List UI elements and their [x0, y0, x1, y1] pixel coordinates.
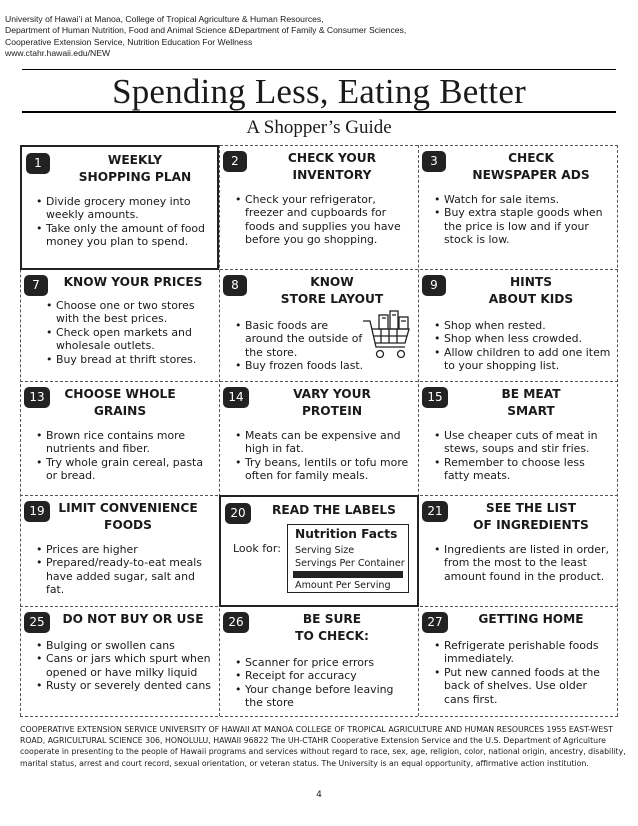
- page-number: 4: [316, 790, 322, 800]
- tip-title-line: WEEKLY: [107, 153, 163, 167]
- tip-list: [434, 429, 612, 483]
- tip-item: • Rusty or severely dented cans: [36, 679, 214, 692]
- tip-title-line: FOODS: [104, 517, 152, 532]
- tip-number-badge: 8: [223, 275, 247, 296]
- tip-item: • Buy bread at thrift stores.: [46, 353, 214, 366]
- tip-number-badge: 26: [223, 612, 249, 633]
- nutrition-facts-title: Nutrition Facts: [295, 527, 398, 541]
- tip-item: • Try beans, lentils or tofu more often for family meals.: [235, 456, 413, 483]
- tip-item: • Brown rice contains more nutrients and fiber.: [36, 429, 214, 456]
- title-rule-top: [22, 69, 616, 70]
- tip-title-line: OF INGREDIENTS: [473, 517, 589, 532]
- tip-card-do-not-buy: [20, 606, 219, 716]
- tip-list: [36, 429, 214, 483]
- tip-title-line: HINTS: [509, 275, 553, 289]
- tip-list: [36, 195, 216, 249]
- tip-title-line: SHOPPING PLAN: [78, 169, 192, 184]
- nutrition-facts-label: [287, 524, 409, 593]
- tip-title-line: STORE LAYOUT: [280, 291, 384, 306]
- tip-title: [448, 611, 614, 628]
- tip-item: • Scanner for price errors: [235, 656, 411, 669]
- tip-card-getting-home: [418, 606, 617, 716]
- header-url[interactable]: www.ctahr.hawaii.edu/NEW: [5, 47, 111, 58]
- tip-card-whole-grains: [20, 381, 219, 495]
- tip-item: • Watch for sale items.: [434, 193, 612, 206]
- tip-title: [448, 274, 614, 307]
- tip-list: [46, 299, 214, 366]
- tip-item: • Receipt for accuracy: [235, 669, 411, 682]
- tip-title: [50, 274, 216, 291]
- tip-title: [249, 274, 415, 307]
- tip-list: [434, 193, 612, 247]
- tip-title-line: SEE THE LIST: [485, 501, 577, 515]
- tip-item: • Bulging or swollen cans: [36, 639, 214, 652]
- tip-number-badge: 13: [24, 387, 50, 408]
- tip-title-line: READ THE LABELS: [272, 503, 396, 517]
- tip-card-ingredients: [418, 495, 617, 606]
- tip-number-badge: 21: [422, 501, 448, 522]
- header-line: Department of Human Nutrition, Food and Animal Science &Department of Family & Consumer Sciences,: [5, 25, 407, 36]
- amount-per-serving-label: Amount Per Serving: [295, 580, 391, 591]
- tip-card-kids: [418, 269, 617, 381]
- servings-per-container-label: Servings Per Container: [295, 558, 405, 569]
- tip-number-badge: 14: [223, 387, 249, 408]
- tip-number-badge: 20: [225, 503, 251, 524]
- header-credits: [5, 14, 635, 59]
- tip-item: • Put new canned foods at the back of shelves. Use older cans first.: [434, 666, 612, 706]
- tip-list: [235, 656, 411, 710]
- tip-list: [235, 429, 413, 483]
- tip-card-store-layout: [219, 269, 418, 381]
- tip-title-line: PROTEIN: [301, 403, 363, 418]
- tip-item: • Your change before leaving the store: [235, 683, 411, 710]
- tip-card-weekly-plan: [20, 145, 219, 270]
- tip-title: [251, 502, 417, 519]
- tip-card-newspaper-ads: [418, 145, 617, 269]
- tip-item: • Try whole grain cereal, pasta or bread.: [36, 456, 214, 483]
- tip-number-badge: 15: [422, 387, 448, 408]
- tip-title: [249, 386, 415, 419]
- tip-item: • Prices are higher: [36, 543, 214, 556]
- tip-item: • Ingredients are listed in order, from the most to the least amount found in the product.: [434, 543, 610, 583]
- tip-number-badge: 7: [24, 275, 48, 296]
- tip-card-know-prices: [20, 269, 219, 381]
- tip-list: [434, 639, 612, 706]
- tip-title: [50, 611, 216, 628]
- shopping-cart-icon: [361, 309, 413, 365]
- tip-card-meat-smart: [418, 381, 617, 495]
- tip-title-line: SMART: [507, 403, 555, 418]
- title-rule-bottom: [22, 111, 616, 113]
- tip-number-badge: 25: [24, 612, 50, 633]
- tip-number-badge: 9: [422, 275, 446, 296]
- tip-title: [50, 386, 190, 419]
- tip-item: • Cans or jars which spurt when opened or have milky liquid: [36, 652, 214, 679]
- tip-card-vary-protein: [219, 381, 418, 495]
- tip-title-line: LIMIT CONVENIENCE: [58, 501, 198, 515]
- header-line: University of Hawai’i at Manoa, College of Tropical Agriculture & Human Resources,: [5, 14, 324, 24]
- tip-list: [36, 543, 214, 597]
- tip-title: [50, 500, 206, 533]
- tip-item: • Check your refrigerator, freezer and cupboards for foods and supplies you have before you go shopping.: [235, 193, 411, 247]
- tip-title: [249, 611, 415, 644]
- tip-title-line: GRAINS: [93, 403, 147, 418]
- tip-item: • Shop when less crowded.: [434, 332, 612, 345]
- tip-title-line: BE SURE: [302, 612, 362, 626]
- tip-item: • Buy extra staple goods when the price is low and if your stock is low.: [434, 206, 612, 246]
- footer-line: ROAD, AGRICULTURAL SCIENCE 306, HONOLULU, HAWAII 96822 The UH-CTAHR Cooperative Extension Service and the U.S. Department of Agriculture: [20, 736, 606, 746]
- tip-title-line: BE MEAT: [501, 387, 561, 401]
- footer-line: marital status, arrest and court record, sexual orientation, or veteran status. The University is an equal opportunity, affirmative action institution.: [20, 758, 589, 768]
- tip-list: [36, 639, 214, 693]
- tip-item: • Remember to choose less fatty meats.: [434, 456, 612, 483]
- tip-card-inventory: [219, 145, 418, 269]
- tip-title: [249, 150, 415, 183]
- tip-item: • Basic foods are around the outside of the store.: [235, 319, 365, 359]
- footer-line: cooperate in presenting to the people of Hawaii programs and services without regard to race, sex, age, religion, color, national origin, ancestry, disability,: [20, 747, 626, 757]
- tip-title: [52, 152, 218, 185]
- tip-card-convenience-foods: [20, 495, 219, 606]
- tip-list: [434, 319, 612, 373]
- tip-item: • Choose one or two stores with the best prices.: [46, 299, 214, 326]
- tip-title-line: CHECK: [508, 151, 554, 165]
- tip-item: • Divide grocery money into weekly amounts.: [36, 195, 216, 222]
- tip-card-read-labels: [219, 495, 419, 607]
- tip-title: [448, 500, 614, 533]
- tip-title-line: INVENTORY: [292, 167, 372, 182]
- tip-title-line: NEWSPAPER ADS: [472, 167, 590, 182]
- tip-title: [448, 386, 614, 419]
- tip-title-line: ABOUT KIDS: [488, 291, 574, 306]
- tips-grid: [20, 145, 618, 717]
- footer-disclaimer: [20, 724, 626, 769]
- tip-title-line: CHECK YOUR: [287, 151, 377, 165]
- tip-title-line: DO NOT BUY OR USE: [62, 612, 204, 626]
- tip-item: • Use cheaper cuts of meat in stews, soups and stir fries.: [434, 429, 612, 456]
- tip-title-line: TO CHECK:: [295, 628, 369, 643]
- tip-number-badge: 27: [422, 612, 448, 633]
- tip-item: • Buy frozen foods last.: [235, 359, 365, 372]
- tip-title-line: KNOW YOUR PRICES: [63, 275, 203, 289]
- tip-item: • Take only the amount of food money you plan to spend.: [36, 222, 216, 249]
- footer-line: COOPERATIVE EXTENSION SERVICE UNIVERSITY OF HAWAII AT MANOA COLLEGE OF TROPICAL AGRICULTURE AND HUMAN RESOURCES 1955 EAST-WEST: [20, 725, 613, 734]
- tip-list: [235, 319, 365, 373]
- tip-item: • Meats can be expensive and high in fat.: [235, 429, 413, 456]
- tip-item: • Allow children to add one item to your shopping list.: [434, 346, 612, 373]
- nutrition-facts-bar: [293, 571, 403, 578]
- tip-number-badge: 1: [26, 153, 50, 174]
- grid-line: [617, 145, 618, 716]
- page-subtitle: A Shopper’s Guide: [246, 117, 392, 138]
- tip-item: • Check open markets and wholesale outlets.: [46, 326, 214, 353]
- grid-line: [20, 716, 618, 717]
- tip-number-badge: 2: [223, 151, 247, 172]
- tip-number-badge: 19: [24, 501, 50, 522]
- tip-title: [448, 150, 614, 183]
- tip-title-line: GETTING HOME: [478, 612, 584, 626]
- page-title: Spending Less, Eating Better: [112, 72, 526, 111]
- tip-item: • Refrigerate perishable foods immediately.: [434, 639, 612, 666]
- tip-list: [434, 543, 610, 583]
- tip-item: • Shop when rested.: [434, 319, 612, 332]
- tip-card-be-sure: [219, 606, 418, 716]
- header-line: Cooperative Extension Service, Nutrition Education For Wellness: [5, 36, 253, 47]
- tip-title-line: KNOW: [310, 275, 354, 289]
- look-for-label: Look for:: [233, 542, 281, 555]
- serving-size-label: Serving Size: [295, 545, 355, 556]
- tip-number-badge: 3: [422, 151, 446, 172]
- tip-list: [235, 193, 411, 247]
- tip-item: • Prepared/ready-to-eat meals have added sugar, salt and fat.: [36, 556, 214, 596]
- tip-title-line: VARY YOUR: [293, 387, 371, 401]
- tip-title-line: CHOOSE WHOLE: [64, 387, 176, 401]
